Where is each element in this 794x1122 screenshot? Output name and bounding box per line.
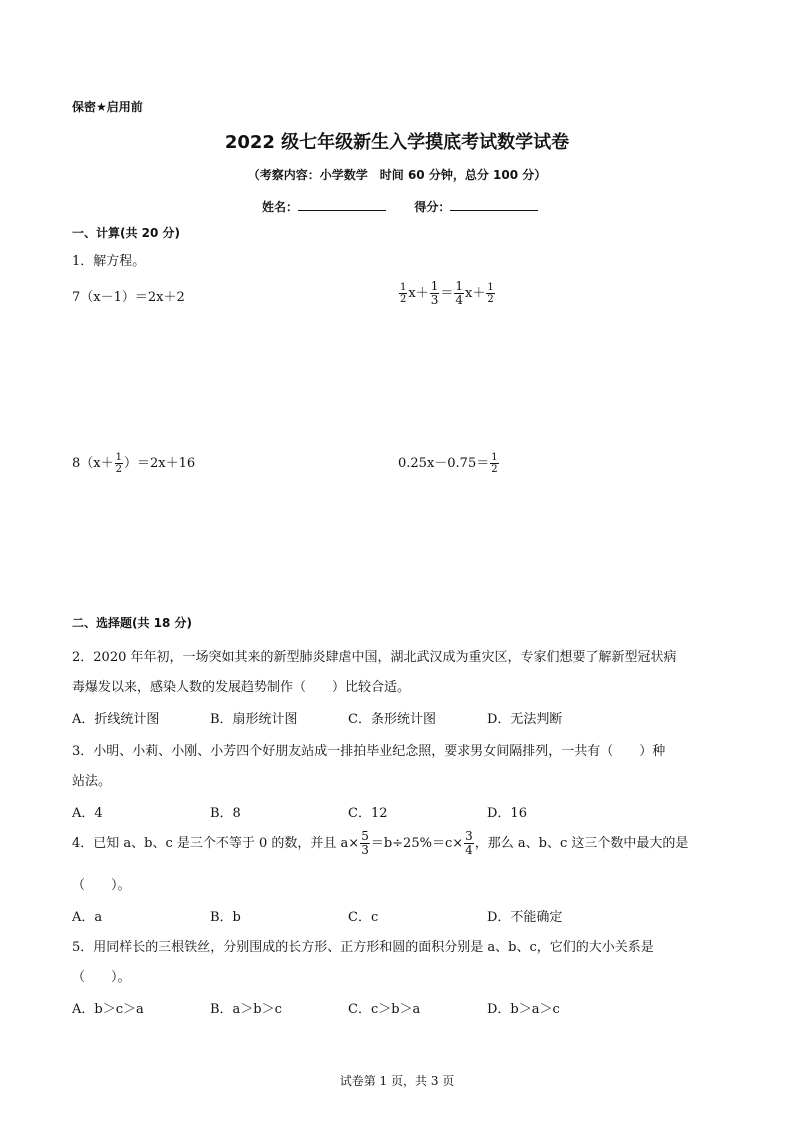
q5-option-b[interactable]: B．a＞b＞c bbox=[210, 1002, 282, 1017]
q4-option-c[interactable]: C．c bbox=[348, 910, 379, 925]
q3-option-b[interactable]: B．8 bbox=[210, 806, 241, 821]
name-blank[interactable] bbox=[298, 198, 386, 211]
page-footer: 试卷第 1 页，共 3 页 bbox=[339, 1074, 455, 1088]
name-label: 姓名： bbox=[262, 200, 299, 214]
question-1-label: 1．解方程。 bbox=[72, 254, 146, 269]
q4-option-b[interactable]: B．b bbox=[210, 910, 241, 925]
confidential-label: 保密★启用前 bbox=[72, 100, 143, 114]
question-5-line1: 5．用同样长的三根铁丝，分别围成的长方形、正方形和圆的面积分别是 a、b、c，它们的大小关系是 bbox=[72, 940, 654, 955]
q3-option-a[interactable]: A．4 bbox=[72, 806, 103, 821]
name-score-line bbox=[262, 198, 538, 215]
score-label: 得分： bbox=[414, 200, 451, 214]
fraction: $\frac{1}{4}$ bbox=[455, 279, 464, 307]
question-5-line2: （ ）。 bbox=[72, 970, 131, 985]
fraction: $\frac{1}{2}$ bbox=[115, 452, 122, 475]
question-3-line2: 站法。 bbox=[72, 774, 112, 789]
equation-4: 0.25x－0.75＝ $\frac{1}{2}$ bbox=[398, 452, 498, 475]
q2-option-a[interactable]: A．折线统计图 bbox=[72, 712, 160, 727]
q5-option-d[interactable]: D．b＞a＞c bbox=[487, 1002, 560, 1017]
fraction: $\frac{1}{2}$ bbox=[491, 452, 498, 475]
q4-option-a[interactable]: A．a bbox=[72, 910, 103, 925]
exam-subtitle: （考察内容：小学数学 时间 60 分钟，总分 100 分） bbox=[247, 168, 547, 182]
q5-option-a[interactable]: A．b＞c＞a bbox=[72, 1002, 144, 1017]
q2-option-d[interactable]: D．无法判断 bbox=[487, 712, 563, 727]
q2-option-c[interactable]: C．条形统计图 bbox=[348, 712, 436, 727]
q3-option-c[interactable]: C．12 bbox=[348, 806, 388, 821]
fraction: $\frac{1}{2}$ bbox=[400, 282, 407, 305]
equation-1: 7（x－1）＝2x＋2 bbox=[72, 290, 185, 305]
fraction: $\frac{5}{3}$ bbox=[361, 829, 369, 857]
q3-option-d[interactable]: D．16 bbox=[487, 806, 527, 821]
question-4-line2: （ ）。 bbox=[72, 878, 131, 893]
fraction: $\frac{3}{4}$ bbox=[465, 829, 473, 857]
fraction: $\frac{1}{2}$ bbox=[487, 282, 494, 305]
q4-option-d[interactable]: D．不能确定 bbox=[487, 910, 563, 925]
q5-option-c[interactable]: C．c＞b＞a bbox=[348, 1002, 421, 1017]
page-title: 2022 级七年级新生入学摸底考试数学试卷 bbox=[224, 132, 570, 153]
question-3-line1: 3．小明、小莉、小刚、小芳四个好朋友站成一排拍毕业纪念照，要求男女间隔排列，一共有（ ）种 bbox=[72, 744, 666, 759]
question-2-line2: 毒爆发以来，感染人数的发展趋势制作（ ）比较合适。 bbox=[72, 680, 411, 695]
section1-heading: 一、计算(共 20 分) bbox=[72, 226, 181, 240]
question-4-line1: 4．已知 a、b、c 是三个不等于 0 的数，并且 a× $\frac{5}{3}$ ＝b÷25%＝c× $\frac{3}{4}$ ，那么 a、b、c 这三个数中最大的是 bbox=[72, 829, 689, 857]
equation-3: 8（x＋ $\frac{1}{2}$ ）＝2x＋16 bbox=[72, 452, 196, 475]
equation-2: $\frac{1}{2}$ x＋ $\frac{1}{3}$ ＝ $\frac{1}{4}$ x＋ $\frac{1}{2}$ bbox=[400, 279, 494, 307]
score-blank[interactable] bbox=[450, 198, 538, 211]
question-2-line1: 2．2020 年年初，一场突如其来的新型肺炎肆虐中国，湖北武汉成为重灾区，专家们想要了解新型冠状病 bbox=[72, 650, 677, 665]
section2-heading: 二、选择题(共 18 分) bbox=[72, 616, 193, 630]
fraction: $\frac{1}{3}$ bbox=[430, 279, 439, 307]
q2-option-b[interactable]: B．扇形统计图 bbox=[210, 712, 298, 727]
